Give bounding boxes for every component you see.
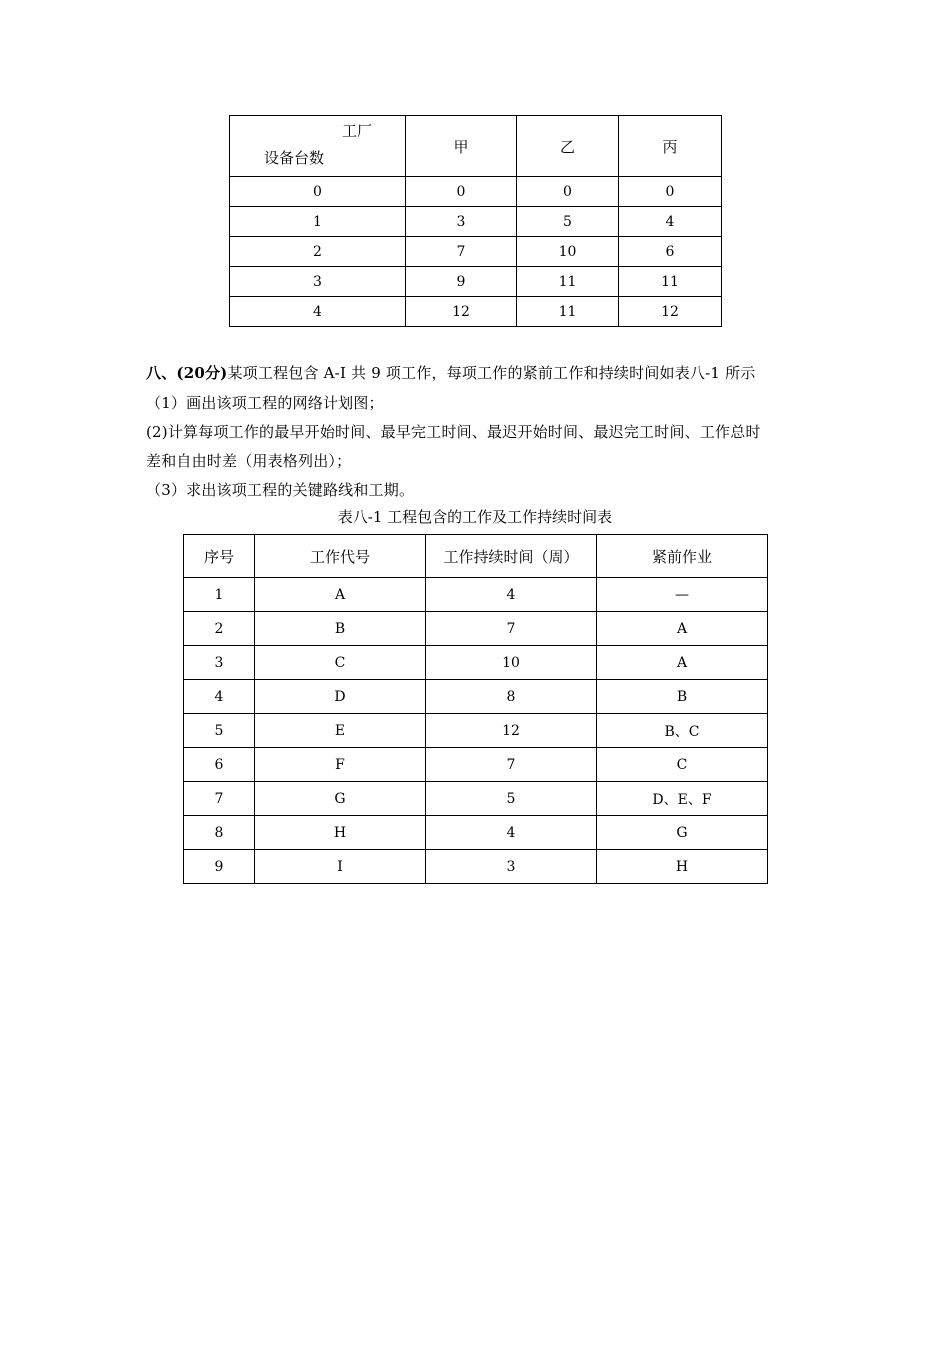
table-cell: 11 [619, 267, 722, 297]
table-row [184, 612, 768, 646]
table-cell: 7 [426, 612, 597, 646]
table-cell: I [255, 850, 426, 884]
table-cell: G [255, 782, 426, 816]
table-cell: 3 [426, 850, 597, 884]
table-row [230, 237, 722, 267]
question-intro: 某项工程包含 A-I 共 9 项工作，每项工作的紧前工作和持续时间如表八-1 所示 [227, 364, 756, 382]
table-row [184, 714, 768, 748]
table-cell: 3 [230, 267, 406, 297]
table-header-row [184, 535, 768, 578]
table-cell: C [597, 748, 768, 782]
table-cell: 9 [184, 850, 255, 884]
column-header: 甲 [406, 116, 517, 177]
table-cell: 4 [184, 680, 255, 714]
table-cell: 4 [426, 816, 597, 850]
equipment-allocation-table [229, 115, 722, 327]
column-header: 紧前作业 [597, 535, 768, 578]
table-cell: A [255, 578, 426, 612]
table-cell: 6 [619, 237, 722, 267]
table-cell: 8 [426, 680, 597, 714]
table-cell: 3 [184, 646, 255, 680]
column-header: 序号 [184, 535, 255, 578]
table-caption: 表八-1 工程包含的工作及工作持续时间表 [337, 508, 613, 526]
table-cell: 10 [517, 237, 619, 267]
column-header: 工作持续时间（周） [426, 535, 597, 578]
table-cell: 7 [426, 748, 597, 782]
table-cell: 4 [230, 297, 406, 327]
table-cell: D [255, 680, 426, 714]
table-header-row [230, 116, 722, 177]
table-cell: G [597, 816, 768, 850]
question-item-3: （3）求出该项工程的关键路线和工期。 [146, 481, 415, 499]
table-cell: B [255, 612, 426, 646]
table-cell: 9 [406, 267, 517, 297]
question-item-2-continued: 差和自由时差（用表格列出）； [146, 452, 352, 470]
table-row [184, 680, 768, 714]
table-cell: A [597, 612, 768, 646]
table-cell: 7 [184, 782, 255, 816]
table-cell: 0 [230, 177, 406, 207]
table-cell: 11 [517, 297, 619, 327]
table-row [184, 578, 768, 612]
table-cell: 5 [184, 714, 255, 748]
table-cell: 12 [406, 297, 517, 327]
question-heading-line [146, 362, 756, 383]
table-cell: 8 [184, 816, 255, 850]
table-row [184, 646, 768, 680]
question-number: 八、(20分) [146, 364, 228, 382]
table-cell: F [255, 748, 426, 782]
table-row [230, 207, 722, 237]
table-cell: B、C [597, 714, 768, 748]
table-row [184, 816, 768, 850]
table-cell: 0 [619, 177, 722, 207]
table-row [230, 267, 722, 297]
table-row [184, 850, 768, 884]
table-cell: 7 [406, 237, 517, 267]
table-row [230, 297, 722, 327]
corner-header-cell [230, 116, 406, 177]
column-header: 乙 [517, 116, 619, 177]
table-cell: A [597, 646, 768, 680]
question-item-2: (2)计算每项工作的最早开始时间、最早完工时间、最迟开始时间、最迟完工时间、工作总时 [146, 423, 761, 441]
table-cell: D、E、F [597, 782, 768, 816]
table-row [184, 782, 768, 816]
table-cell: 1 [230, 207, 406, 237]
question-item-1: （1）画出该项工程的网络计划图； [146, 394, 384, 412]
table-cell: C [255, 646, 426, 680]
table-cell: 4 [426, 578, 597, 612]
work-duration-table [183, 534, 768, 884]
table-cell: 6 [184, 748, 255, 782]
column-header: 丙 [619, 116, 722, 177]
table-cell: 5 [426, 782, 597, 816]
table-cell: 2 [230, 237, 406, 267]
table-cell: 12 [619, 297, 722, 327]
corner-header-equipment-count: 设备台数 [264, 149, 325, 167]
table-cell: 12 [426, 714, 597, 748]
table-cell: B [597, 680, 768, 714]
table-cell: H [255, 816, 426, 850]
table-cell: 5 [517, 207, 619, 237]
table-cell: — [597, 578, 768, 612]
table-cell: 11 [517, 267, 619, 297]
table-cell: 3 [406, 207, 517, 237]
column-header: 工作代号 [255, 535, 426, 578]
table-row [184, 748, 768, 782]
corner-header-factory: 工厂 [342, 122, 373, 140]
table-cell: H [597, 850, 768, 884]
table-cell: 4 [619, 207, 722, 237]
table-cell: 2 [184, 612, 255, 646]
table-cell: 10 [426, 646, 597, 680]
table-cell: 0 [517, 177, 619, 207]
table-cell: 1 [184, 578, 255, 612]
table-row [230, 177, 722, 207]
table-cell: 0 [406, 177, 517, 207]
table-cell: E [255, 714, 426, 748]
